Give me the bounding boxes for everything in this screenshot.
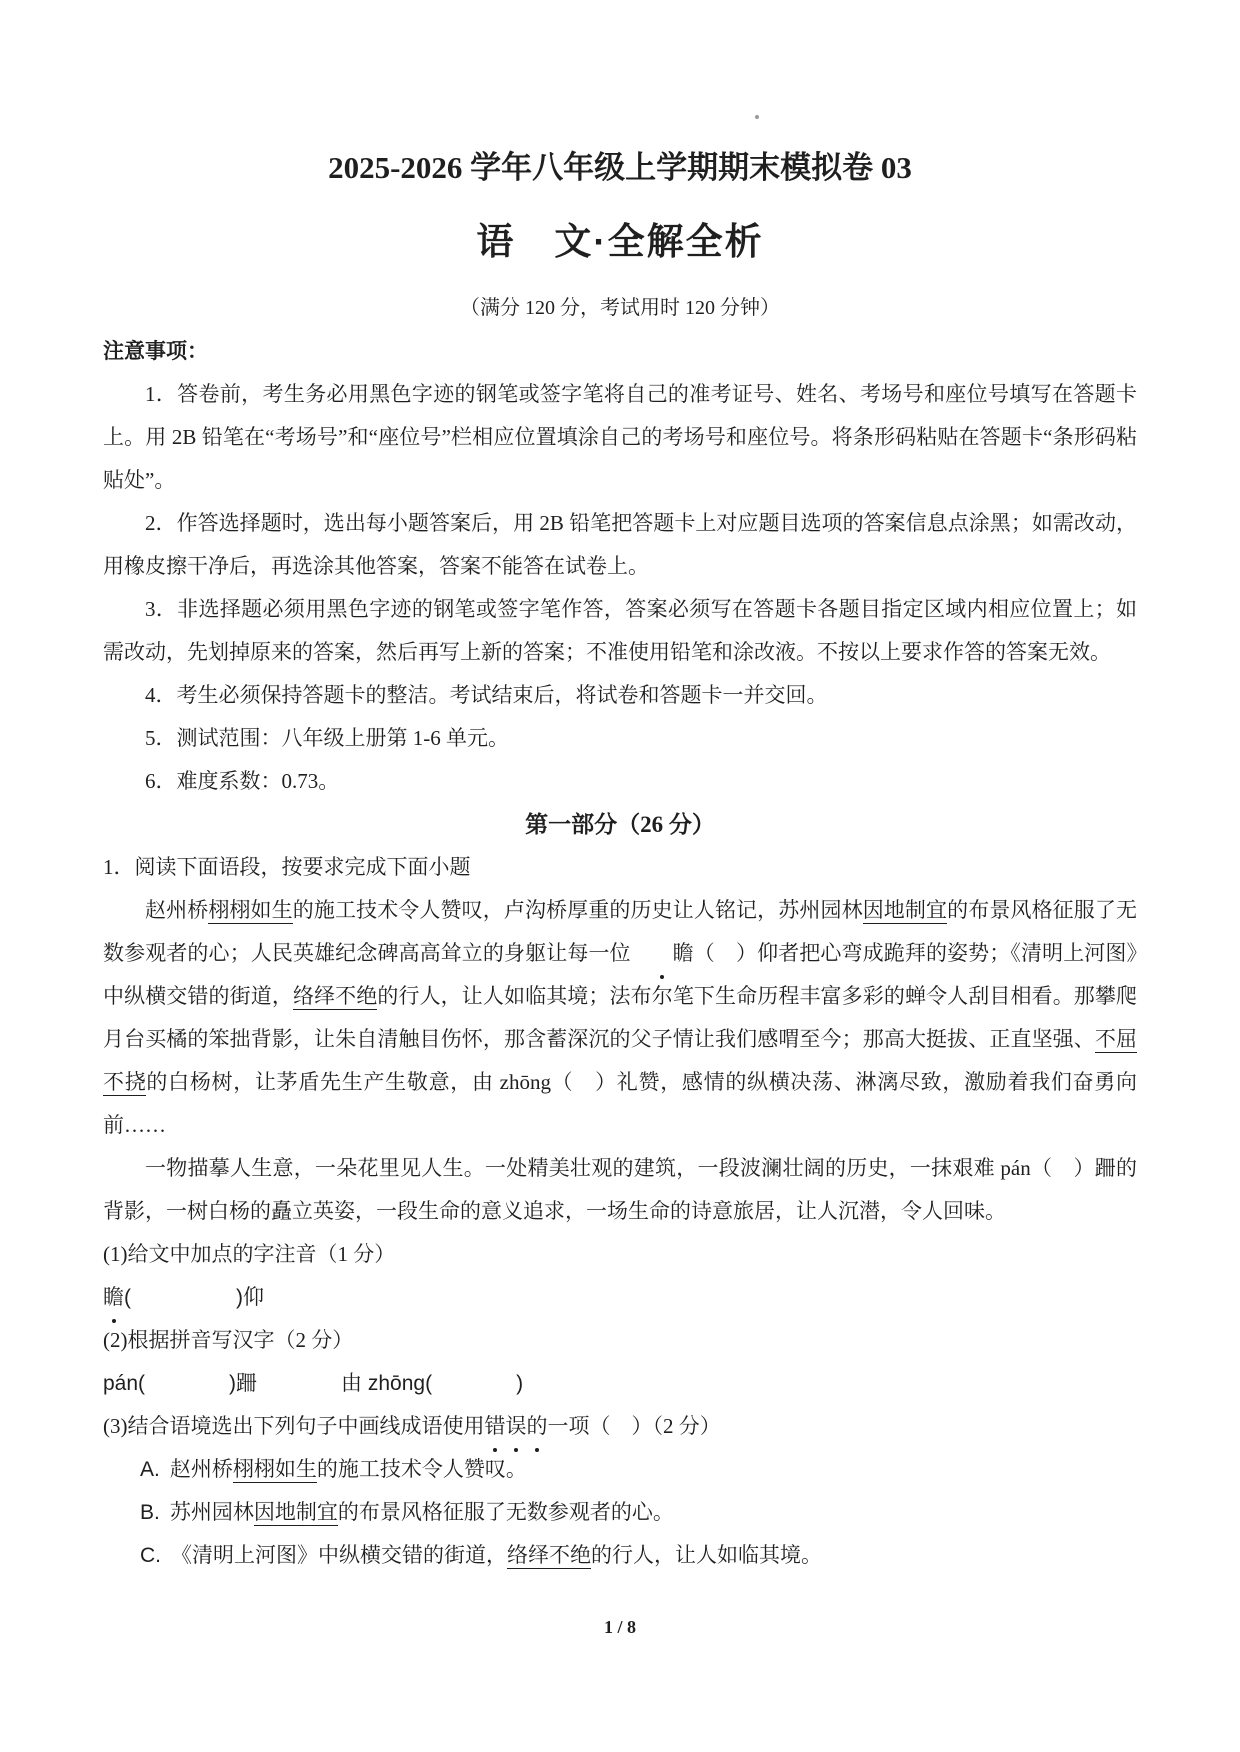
option-b	[140, 1491, 1137, 1534]
subject-title: 语 文·全解全析	[476, 221, 764, 262]
option-c	[140, 1534, 1137, 1577]
option-c-letter: C.	[140, 1544, 161, 1567]
subquestion-1-answer-line: 瞻( )仰	[103, 1276, 1137, 1319]
notice-item-5: 5．测试范围：八年级上册第 1-6 单元。	[145, 726, 509, 750]
notices-section	[103, 330, 1137, 803]
option-a-letter: A.	[140, 1458, 160, 1481]
notices-heading: 注意事项：	[103, 340, 208, 363]
page-number: 1 / 8	[603, 1617, 636, 1637]
notice-item-1: 1．答卷前，考生务必用黑色字迹的钢笔或签字笔将自己的准考证号、姓名、考场号和座位号填写在答题卡上。用 2B 铅笔在“考场号”和“座位号”栏相应位置填涂自己的考场号和座位号。将条形码粘贴在答题卡“条形码粘贴处”。	[103, 382, 1137, 492]
exam-meta-line: （满分 120 分，考试用时 120 分钟）	[460, 297, 780, 319]
notice-item-6: 6．难度系数：0.73。	[145, 769, 340, 793]
option-b-letter: B.	[140, 1501, 160, 1524]
subquestion-3-options	[103, 1448, 1137, 1577]
page-title: 2025-2026 学年八年级上学期期末模拟卷 03	[328, 150, 912, 185]
subquestion-2-label: (2)根据拼音写汉字（2 分）	[103, 1328, 354, 1352]
scan-artifact-dot	[755, 115, 759, 119]
option-a	[140, 1448, 1137, 1491]
subquestion-3-label: (3)结合语境选出下列句子中画线成语使用错误的一项（ ）（2 分）	[103, 1405, 1137, 1448]
passage-paragraph-2: 一物描摹人生意，一朵花里见人生。一处精美壮观的建筑，一段波澜壮阔的历史，一抹艰难 pán（ ）跚的背影，一树白杨的矗立英姿，一段生命的意义追求，一场生命的诗意旅居，让人沉潜，令人回味。	[103, 1156, 1137, 1223]
passage-paragraph-1: 赵州桥栩栩如生的施工技术令人赞叹，卢沟桥厚重的历史让人铭记，苏州园林因地制宜的布景风格征服了无数参观者的心；人民英雄纪念碑高高耸立的身躯让每一位 瞻（ ）仰者把心弯成跪拜的姿势；《清明上河图》中纵横交错的街道，络绎不绝的行人，让人如临其境；法布尔笔下生命历程丰富多彩的蝉令人刮目相看。那攀爬月台买橘的笨拙背影，让朱自清触目伤怀，那含蓄深沉的父子情让我们感喟至今；那高大挺拔、正直坚强、不屈不挠的白杨树，让茅盾先生产生敬意，由 zhōng（ ）礼赞，感情的纵横决荡、淋漓尽致，激励着我们奋勇向前……	[103, 898, 1138, 1137]
part-one-heading: 第一部分（26 分）	[525, 812, 715, 837]
question-1-stem: 1．阅读下面语段，按要求完成下面小题	[103, 855, 471, 879]
option-a-text: 赵州桥栩栩如生的施工技术令人赞叹。	[169, 1457, 527, 1481]
notice-item-3: 3．非选择题必须用黑色字迹的钢笔或签字笔作答，答案必须写在答题卡各题目指定区域内相应位置上；如需改动，先划掉原来的答案，然后再写上新的答案；不准使用铅笔和涂改液。不按以上要求作答的答案无效。	[103, 597, 1137, 664]
notice-item-4: 4．考生必须保持答题卡的整洁。考试结束后，将试卷和答题卡一并交回。	[145, 683, 828, 707]
subquestion-1-label: (1)给文中加点的字注音（1 分）	[103, 1242, 396, 1266]
subquestion-2-answer-line: pán( )跚 由 zhōng( )	[103, 1372, 524, 1395]
notice-item-2: 2．作答选择题时，选出每小题答案后，用 2B 铅笔把答题卡上对应题目选项的答案信息点涂黑；如需改动，用橡皮擦干净后，再选涂其他答案，答案不能答在试卷上。	[103, 511, 1137, 578]
option-c-text: 《清明上河图》中纵横交错的街道，络绎不绝的行人，让人如临其境。	[171, 1543, 822, 1567]
question-1	[103, 846, 1137, 1577]
option-b-text: 苏州园林因地制宜的布景风格征服了无数参观者的心。	[169, 1500, 674, 1524]
